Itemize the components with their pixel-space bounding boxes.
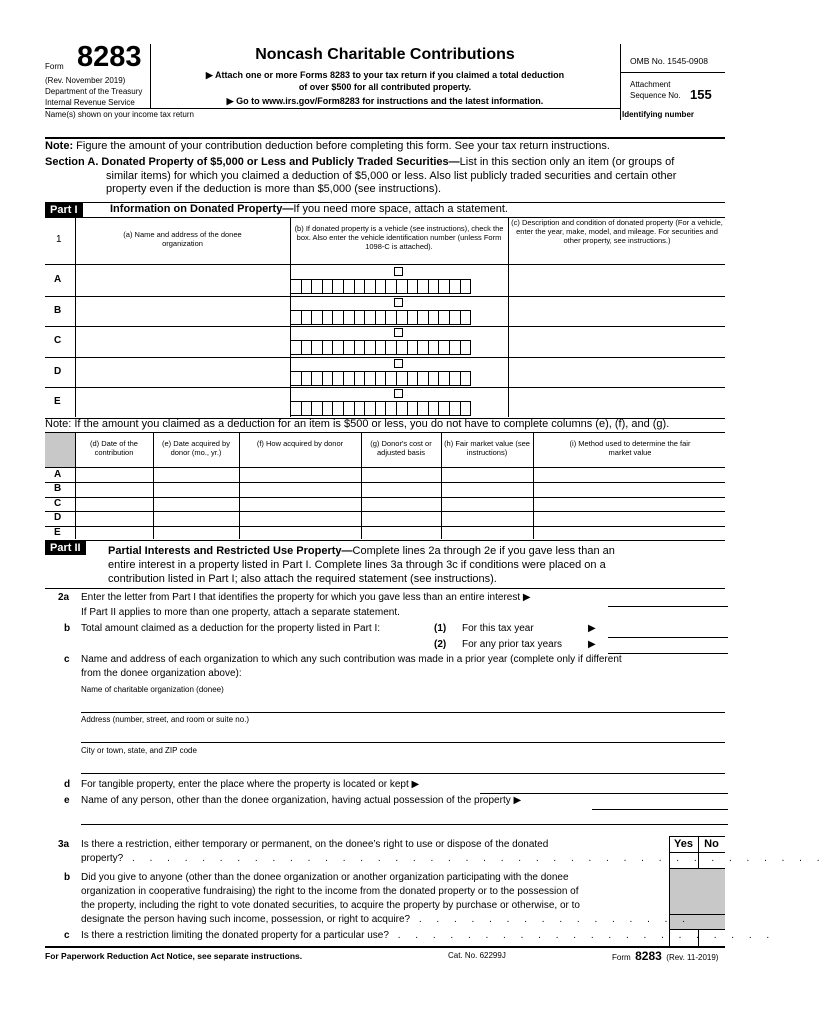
line-2a-text-2: If Part II applies to more than one property, attach a separate statement.: [81, 607, 400, 618]
section-a-line-3: property even if the deduction is more than $5,000 (see instructions).: [106, 183, 442, 195]
fair-market-value-input[interactable]: [444, 469, 535, 483]
col-f-header: (f) How acquired by donor: [256, 439, 344, 448]
row-label: D: [54, 365, 62, 377]
row-label: C: [54, 497, 62, 509]
cost-basis-input[interactable]: [364, 483, 443, 497]
vehicle-checkbox[interactable]: [394, 359, 403, 368]
line-3b-text-3: the property, including the right to vote donated securities, to acquire the property by purchase or otherwise, or to: [81, 900, 580, 911]
sequence-number: 155: [690, 87, 712, 102]
date-acquired-input[interactable]: [156, 483, 241, 497]
line-2a-text: Enter the letter from Part I that identifies the property for which you gave less than an entire interest ▶: [81, 592, 531, 603]
line-2b-1-arrow: ▶: [588, 623, 596, 634]
row-label: A: [54, 274, 62, 285]
part-1-note: Note: If the amount you claimed as a deduction for an item is $500 or less, you do not have to complete columns (e), (f), and (g).: [45, 418, 670, 430]
line-2e-number: e: [64, 795, 70, 806]
date-acquired-input[interactable]: [156, 527, 241, 541]
line-2e-text: Name of any person, other than the donee organization, having actual possession of the property ▶: [81, 795, 522, 806]
donee-name-input[interactable]: [81, 697, 725, 713]
part-2-title-3: contribution listed in Part I; also attach the required statement (see instructions).: [108, 573, 497, 585]
revision: (Rev. November 2019): [45, 76, 126, 85]
vin-input-boxes[interactable]: [291, 371, 471, 386]
cost-basis-input[interactable]: [364, 527, 443, 541]
attach-line-2: of over $500 for all contributed property.: [298, 82, 472, 92]
property-description-input[interactable]: [511, 300, 725, 324]
col-h-header: (h) Fair market value (see instructions): [444, 439, 530, 457]
line-2b-number: b: [64, 623, 71, 634]
line-2b-2-input[interactable]: [608, 638, 728, 654]
donee-address-input[interactable]: [81, 727, 725, 743]
how-acquired-input[interactable]: [242, 498, 363, 512]
form-title: Noncash Charitable Contributions: [255, 46, 515, 63]
sequence-label: Sequence No.: [630, 91, 681, 100]
contribution-date-input[interactable]: [78, 527, 155, 541]
intro-note: Note: Figure the amount of your contribution deduction before completing this form. See your tax return instructions.: [45, 140, 610, 152]
form-number: 8283: [77, 41, 142, 73]
yes-header: Yes: [674, 838, 693, 850]
row-label: B: [54, 304, 62, 316]
fmv-method-input[interactable]: [536, 483, 727, 497]
fair-market-value-input[interactable]: [444, 527, 535, 541]
cost-basis-input[interactable]: [364, 469, 443, 483]
vin-input-boxes[interactable]: [291, 401, 471, 416]
how-acquired-input[interactable]: [242, 527, 363, 541]
donee-name-address-input[interactable]: [78, 300, 290, 324]
line-3c-number: c: [64, 930, 70, 941]
names-label: Name(s) shown on your income tax return: [45, 110, 194, 119]
identifying-number-label: Identifying number: [622, 110, 694, 119]
line-2a-number: 2a: [58, 592, 70, 603]
line-2b-2-text: For any prior tax years: [462, 639, 563, 650]
line-3b-text-4: designate the person having such income, possession, or right to acquire? . . . . . . . . . . . . . . . .: [81, 914, 691, 925]
form-word: Form: [45, 62, 64, 71]
col-i-header: (i) Method used to determine the fair market value: [569, 439, 691, 457]
date-acquired-input[interactable]: [156, 498, 241, 512]
line-3b-text-2: organization in cooperative fundraising) the right to the income from the donated property or to the possession of: [81, 886, 579, 897]
fair-market-value-input[interactable]: [444, 498, 535, 512]
fmv-method-input[interactable]: [536, 469, 727, 483]
vehicle-checkbox[interactable]: [394, 328, 403, 337]
donee-city-label: City or town, state, and ZIP code: [81, 746, 197, 755]
property-description-input[interactable]: [511, 361, 725, 385]
part-2-title: Partial Interests and Restricted Use Property—Complete lines 2a through 2e if you gave less than an: [108, 545, 615, 557]
goto-instructions: ▶ Go to www.irs.gov/Form8283 for instructions and the latest information.: [226, 96, 544, 106]
part-1-title: Information on Donated Property—If you need more space, attach a statement.: [110, 203, 508, 215]
line-2c-text-2: from the donee organization above):: [81, 668, 242, 679]
row-label: E: [54, 526, 61, 538]
how-acquired-input[interactable]: [242, 512, 363, 526]
department: Department of the Treasury: [45, 87, 143, 96]
section-a-line-2: similar items) for which you claimed a deduction of $5,000 or less. Also list publicly traded securities and certain other: [106, 170, 677, 182]
donee-name-address-input[interactable]: [78, 269, 290, 293]
fmv-method-input[interactable]: [536, 512, 727, 526]
vehicle-checkbox[interactable]: [394, 298, 403, 307]
col-d-header: (d) Date of the contribution: [90, 439, 138, 457]
line-2b-1-number: (1): [434, 623, 447, 634]
line-3a-number: 3a: [58, 839, 70, 850]
line-2d-number: d: [64, 779, 71, 790]
donee-name-address-input[interactable]: [78, 361, 290, 385]
line-2b-text: Total amount claimed as a deduction for the property listed in Part I:: [81, 623, 381, 634]
line-2c-text-1: Name and address of each organization to which any such contribution was made in a prior year (complete only if different: [81, 654, 622, 665]
names-input[interactable]: [47, 121, 616, 137]
row-label: C: [54, 335, 62, 346]
vehicle-checkbox[interactable]: [394, 267, 403, 276]
line-3b-text-1: Did you give to anyone (other than the donee organization or another organization participating with the donee: [81, 872, 569, 883]
donee-city-input[interactable]: [81, 758, 725, 774]
line-2a-input[interactable]: [608, 591, 728, 607]
how-acquired-input[interactable]: [242, 469, 363, 483]
date-acquired-input[interactable]: [156, 469, 241, 483]
donee-name-address-input[interactable]: [78, 330, 290, 354]
donee-name-label: Name of charitable organization (donee): [81, 685, 224, 694]
part-1-label: Part I: [45, 203, 83, 217]
property-description-input[interactable]: [511, 391, 725, 415]
line-2c-number: c: [64, 654, 70, 665]
line-2b-1-text: For this tax year: [462, 623, 534, 634]
row-label: D: [54, 512, 62, 524]
date-acquired-input[interactable]: [156, 512, 241, 526]
line-2b-2-arrow: ▶: [588, 639, 596, 650]
property-description-input[interactable]: [511, 269, 725, 293]
col-b-header: (b) If donated property is a vehicle (see instructions), check the box. Also enter the vehicle identification number (unless Form 1098-C is attached).: [294, 224, 504, 251]
vehicle-checkbox[interactable]: [394, 389, 403, 398]
vin-input-boxes[interactable]: [291, 279, 471, 294]
fair-market-value-input[interactable]: [444, 483, 535, 497]
line-3b-number: b: [64, 872, 71, 883]
line-3c-text: Is there a restriction limiting the donated property for a particular use? . . . . . . . . . . . . . . . . . . . . . .: [81, 930, 776, 941]
section-a-heading: Section A. Donated Property of $5,000 or Less and Publicly Traded Securities—List in this section only an item (or groups of: [45, 156, 675, 168]
row-label: A: [54, 469, 62, 480]
attachment-label: Attachment: [630, 80, 671, 89]
line-3a-text-2: property? . . . . . . . . . . . . . . . . . . . . . . . . . . . . . . . . . . . . . . . .: [81, 853, 826, 864]
line-2e-input[interactable]: [592, 794, 728, 810]
contribution-date-input[interactable]: [78, 498, 155, 512]
line-2b-2-number: (2): [434, 639, 447, 650]
how-acquired-input[interactable]: [242, 483, 363, 497]
contribution-date-input[interactable]: [78, 469, 155, 483]
contribution-date-input[interactable]: [78, 483, 155, 497]
row-label: E: [54, 396, 61, 407]
col-g-header: (g) Donor's cost or adjusted basis: [370, 439, 432, 457]
part-2-title-2: entire interest in a property listed in Part I. Complete lines 3a through 3c if conditions were placed on a: [108, 559, 606, 571]
vin-input-boxes[interactable]: [291, 340, 471, 355]
fmv-method-input[interactable]: [536, 498, 727, 512]
col-c-header: (c) Description and condition of donated property (For a vehicle, enter the year, make, model, and mileage. For securities and other property, see instructions.): [511, 218, 723, 245]
paperwork-notice: For Paperwork Reduction Act Notice, see separate instructions.: [45, 951, 303, 961]
col-e-header: (e) Date acquired by donor (mo., yr.): [162, 439, 230, 457]
donee-address-label: Address (number, street, and room or suite no.): [81, 715, 250, 724]
line-2b-1-input[interactable]: [608, 622, 728, 638]
attach-line-1: ▶ Attach one or more Forms 8283 to your tax return if you claimed a total deduction: [205, 70, 565, 80]
donee-name-address-input[interactable]: [78, 391, 290, 415]
no-header: No: [704, 838, 719, 850]
property-description-input[interactable]: [511, 330, 725, 354]
line-2d-input[interactable]: [480, 778, 728, 794]
irs-label: Internal Revenue Service: [45, 98, 135, 107]
identifying-number-input[interactable]: [624, 121, 726, 137]
contribution-date-input[interactable]: [78, 512, 155, 526]
vin-input-boxes[interactable]: [291, 310, 471, 325]
line-2e-input-2[interactable]: [81, 809, 728, 825]
line-2d-text: For tangible property, enter the place where the property is located or kept ▶: [81, 779, 420, 790]
part-2-label: Part II: [45, 541, 86, 555]
catalog-number: Cat. No. 62299J: [448, 951, 506, 960]
omb-number: OMB No. 1545-0908: [630, 56, 708, 66]
row-label: B: [54, 483, 62, 495]
fair-market-value-input[interactable]: [444, 512, 535, 526]
fmv-method-input[interactable]: [536, 527, 727, 541]
cost-basis-input[interactable]: [364, 498, 443, 512]
cost-basis-input[interactable]: [364, 512, 443, 526]
footer-form-id: Form 8283 (Rev. 11-2019): [612, 949, 719, 963]
col-a-header: (a) Name and address of the donee organization: [123, 230, 242, 248]
line-3a-text-1: Is there a restriction, either temporary or permanent, on the donee’s right to use or dispose of the donated: [81, 839, 549, 850]
line-1-number: 1: [56, 234, 62, 245]
line-3b-shaded: [670, 869, 725, 914]
